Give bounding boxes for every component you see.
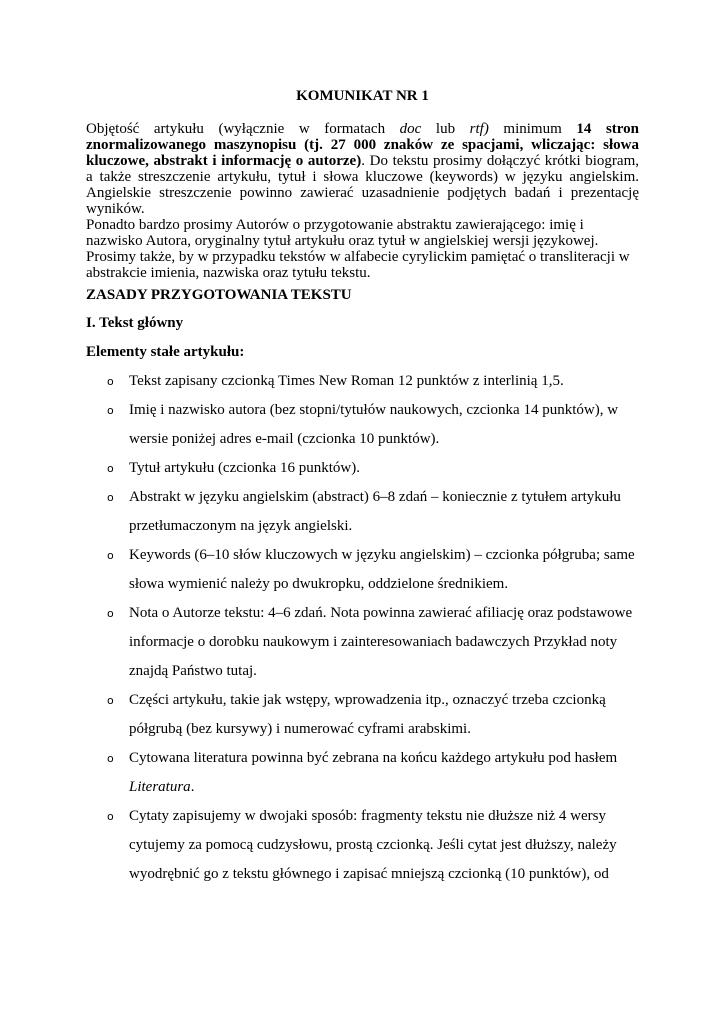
intro-text: minimum [488,121,577,137]
list-item-text: Części artykułu, takie jak wstępy, wprowadzenia itp., oznaczyć trzeba czcionką półgrubą (bez kursywy) i numerować cyframi arabskimi. [129,692,606,737]
bullet-icon: o [107,375,114,388]
list-item [86,802,646,889]
list-item [86,541,646,599]
list-item-text: Cytowana literatura powinna być zebrana na końcu każdego artykułu pod hasłem [129,750,618,766]
intro-format-doc: doc [399,121,422,137]
list-item-text: Imię i nazwisko autora (bez stopni/tytułów naukowych, czcionka 14 punktów), w wersie poniżej adres e-mail (czcionka 10 punktów). [129,402,619,447]
list-item [86,686,646,744]
intro-paragraph-1 [86,121,639,217]
intro-format-rtf: rtf) [469,121,489,137]
document-title: KOMUNIKAT NR 1 [296,88,429,104]
bullet-icon: o [107,462,114,475]
elements-heading: Elementy stałe artykułu: [86,344,245,360]
list-item-text: Tekst zapisany czcionką Times New Roman 12 punktów z interlinią 1,5. [129,373,564,389]
intro-paragraph-2: Ponadto bardzo prosimy Autorów o przygotowanie abstraktu zawierającego: imię i nazwisko Autora, oryginalny tytuł artykułu oraz tytuł w angielskiej wersji językowej. Prosimy także, by w przypadku tekstów w alfabecie cyrylickim pamiętać o transliteracji w abstrakcie imienia, nazwiska oraz tytułu tekstu. [86,217,630,281]
section-heading: ZASADY PRZYGOTOWANIA TEKSTU [86,287,352,303]
list-item-text: . [190,779,195,795]
bullet-icon: o [107,549,114,562]
intro-block [86,121,639,281]
bullet-icon: o [107,491,114,504]
list-item [86,396,646,454]
bullet-icon: o [107,607,114,620]
intro-text: lub [421,121,470,137]
intro-text: Objętość artykułu (wyłącznie w formatach [86,121,400,137]
subsection-heading: I. Tekst główny [86,315,184,331]
list-item [86,454,646,483]
elements-list [86,367,646,889]
list-item-text: Nota o Autorze tekstu: 4–6 zdań. Nota powinna zawierać afiliację oraz podstawowe informacje o dorobku naukowym i zainteresowaniach badawczych Przykład noty znajdą Państwo tutaj. [129,605,633,679]
bullet-icon: o [107,694,114,707]
list-item-text: Keywords (6–10 słów kluczowych w języku angielskim) – czcionka półgruba; same słowa wymienić należy po dwukropku, oddzielone średnikiem. [129,547,635,592]
bullet-icon: o [107,810,114,823]
bullet-icon: o [107,752,114,765]
list-item-text: Tytuł artykułu (czcionka 16 punktów). [129,460,360,476]
list-item-text: Abstrakt w języku angielskim (abstract) 6–8 zdań – koniecznie z tytułem artykułu przetłumaczonym na język angielski. [129,489,621,534]
list-item [86,367,646,396]
literatura-term: Literatura [129,779,191,795]
list-item [86,599,646,686]
list-item [86,483,646,541]
list-item-text: Cytaty zapisujemy w dwojaki sposób: fragmenty tekstu nie dłuższe niż 4 wersy cytujemy za pomocą cudzysłowu, prostą czcionką. Jeśli cytat jest dłuższy, należy wyodrębnić go z tekstu głównego i zapisać mniejszą czcionką (10 punktów), od [129,808,617,882]
list-item [86,744,646,802]
intro-text: . Do tekstu prosimy dołączyć krótki biogram, a także streszczenie artykułu, tytuł i słowa kluczowe (keywords) w języku angielskim. Angielskie streszczenie powinno zawierać uzasadnienie podjętych badań i prezentację wyników. [86,153,639,217]
bullet-icon: o [107,404,114,417]
intro-length-requirement: 14 stron znormalizowanego maszynopisu (tj. 27 000 znaków ze spacjami, wliczając: słowa kluczowe, abstrakt i informację o autorze) [86,121,640,169]
